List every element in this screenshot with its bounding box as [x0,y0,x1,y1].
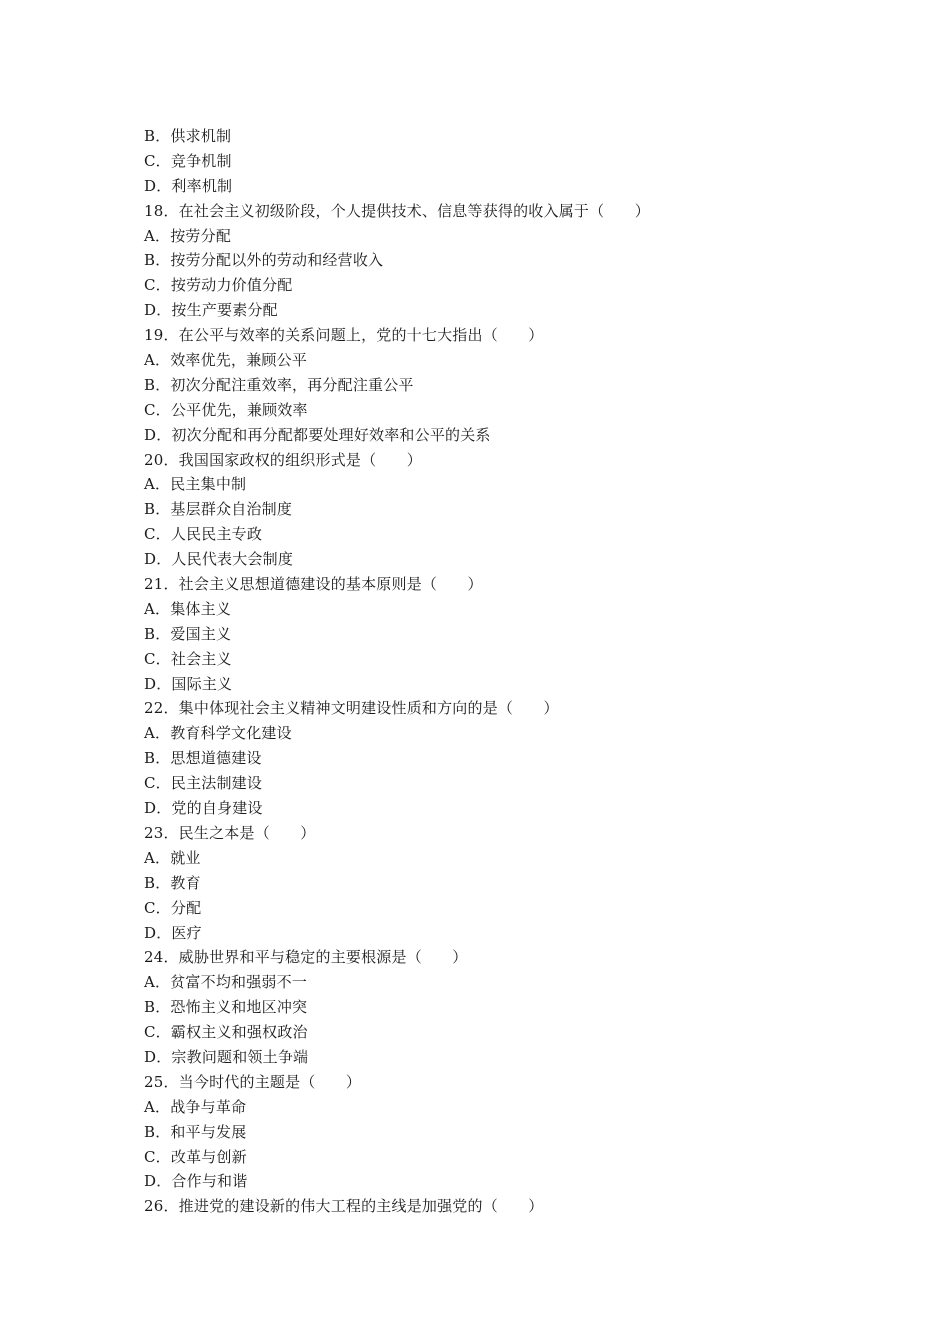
option-20-b: B．基层群众自治制度 [144,500,293,519]
question-18: 18．在社会主义初级阶段，个人提供技术、信息等获得的收入属于（ ） [144,201,650,220]
option-22-d: D．党的自身建设 [144,799,263,818]
option-20-a: A．民主集中制 [144,475,247,494]
option-25-c: C．改革与创新 [144,1147,247,1166]
question-list [144,124,824,1219]
option-18-a: A．按劳分配 [144,226,232,245]
option-22-c: C．民主法制建设 [144,774,263,793]
question-25: 25．当今时代的主题是（ ） [144,1072,362,1091]
option-19-b: B．初次分配注重效率，再分配注重公平 [144,375,414,394]
option-17-d: D．利率机制 [144,176,233,195]
option-24-d: D．宗教问题和领土争端 [144,1047,309,1066]
option-24-a: A．贫富不均和强弱不一 [144,973,308,992]
option-25-b: B．和平与发展 [144,1122,247,1141]
question-22: 22．集中体现社会主义精神文明建设性质和方向的是（ ） [144,699,559,718]
question-20: 20．我国国家政权的组织形式是（ ） [144,450,422,469]
option-19-c: C．公平优先，兼顾效率 [144,400,308,419]
question-21: 21．社会主义思想道德建设的基本原则是（ ） [144,575,483,594]
option-20-d: D．人民代表大会制度 [144,550,294,569]
option-22-a: A．教育科学文化建设 [144,724,292,743]
option-20-c: C．人民民主专政 [144,525,263,544]
option-23-b: B．教育 [144,873,201,892]
option-17-b: B．供求机制 [144,127,232,145]
question-26: 26．推进党的建设新的伟大工程的主线是加强党的（ ） [144,1197,544,1216]
question-23: 23．民生之本是（ ） [144,823,316,842]
option-22-b: B．思想道德建设 [144,749,262,768]
option-19-d: D．初次分配和再分配都要处理好效率和公平的关系 [144,425,491,444]
option-21-b: B．爱国主义 [144,624,232,643]
option-24-b: B．恐怖主义和地区冲突 [144,998,308,1017]
option-23-c: C．分配 [144,898,202,917]
option-19-a: A．效率优先，兼顾公平 [144,351,308,370]
option-25-a: A．战争与革命 [144,1097,247,1116]
option-18-b: B．按劳分配以外的劳动和经营收入 [144,251,384,270]
option-23-a: A．就业 [144,848,201,867]
option-24-c: C．霸权主义和强权政治 [144,1023,308,1042]
option-25-d: D．合作与和谐 [144,1172,248,1191]
option-21-d: D．国际主义 [144,674,233,693]
question-19: 19．在公平与效率的关系问题上，党的十七大指出（ ） [144,326,544,345]
option-18-c: C．按劳动力价值分配 [144,276,293,295]
option-21-a: A．集体主义 [144,599,232,618]
option-17-c: C．竞争机制 [144,151,232,170]
option-18-d: D．按生产要素分配 [144,301,278,320]
option-23-d: D．医疗 [144,923,202,942]
question-24: 24．威胁世界和平与稳定的主要根源是（ ） [144,948,468,967]
option-21-c: C．社会主义 [144,649,232,668]
